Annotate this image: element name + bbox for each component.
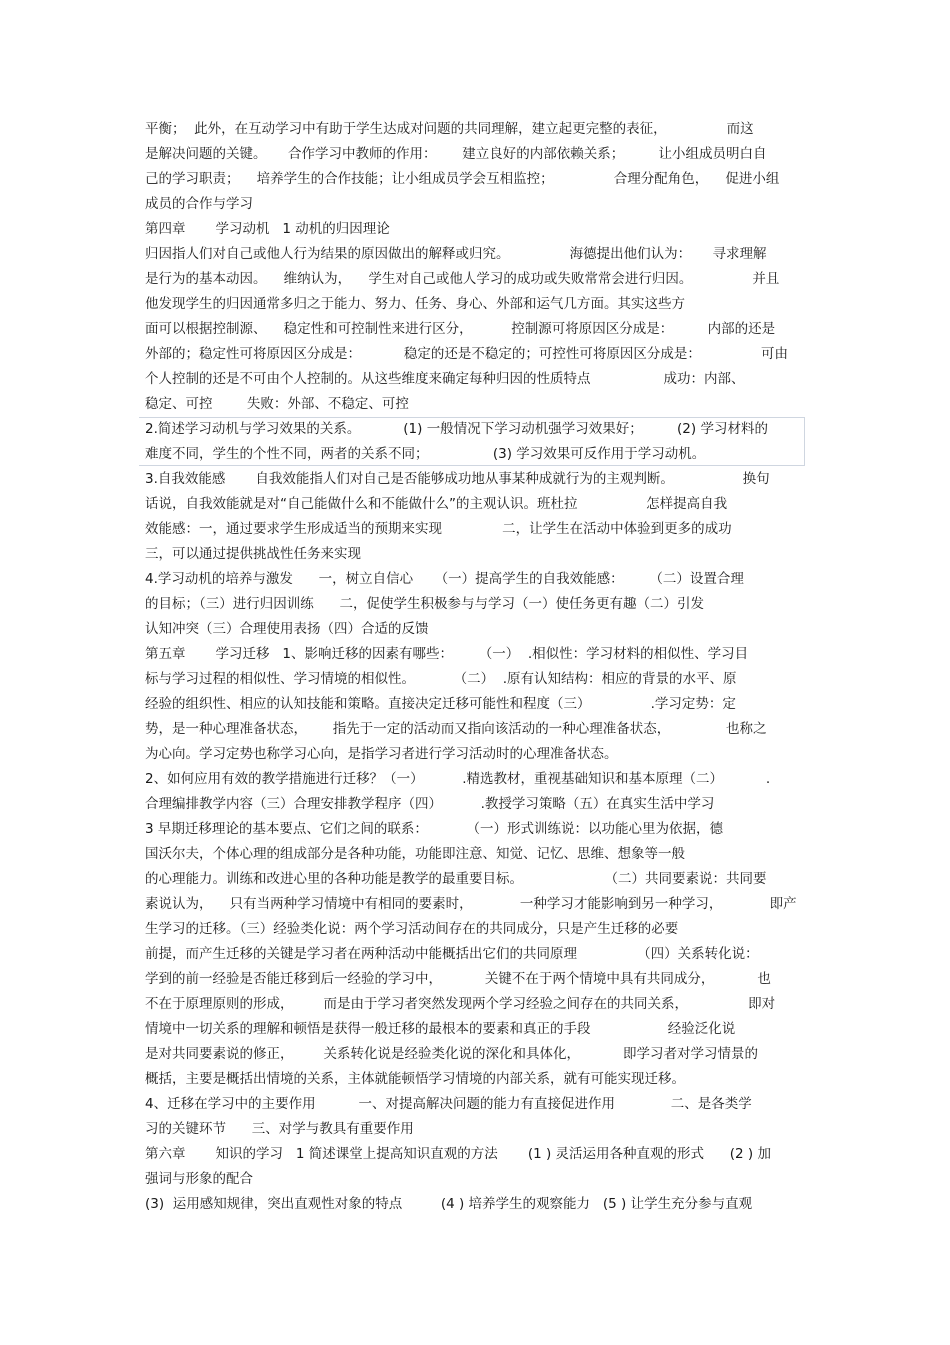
text-line: 是解决问题的关键。 合作学习中教师的作用： 建立良好的内部依赖关系； 让小组成员明白自 xyxy=(145,146,767,162)
text-line: 3.自我效能感 自我效能指人们对自己是否能够成功地从事某种成就行为的主观判断。 换句 xyxy=(145,471,770,487)
text-line: 认知冲突（三）合理使用表扬（四）合适的反馈 xyxy=(145,621,429,637)
text-line: 素说认为， 只有当两种学习情境中有相同的要素时， 一种学习才能影响到另一种学习， 即产 xyxy=(145,896,797,912)
text-line: 习的关键环节 三、对学与教具有重要作用 xyxy=(145,1121,414,1137)
text-line: 2、如何应用有效的教学措施进行迁移？（一） .精选教材，重视基础知识和基本原理（二） . xyxy=(145,771,771,787)
text-line: 2.简述学习动机与学习效果的关系。 (1) 一般情况下学习动机强学习效果好； (2) 学习材料的 xyxy=(145,421,768,437)
text-line: 不在于原理原则的形成， 而是由于学习者突然发现两个学习经验之间存在的共同关系， 即对 xyxy=(145,996,776,1012)
text-line: 第四章 学习动机 1 动机的归因理论 xyxy=(145,221,390,237)
text-line: (3) 运用感知规律，突出直观性对象的特点 (4 ) 培养学生的观察能力 (5 ) 让学生充分参与直观 xyxy=(145,1196,753,1212)
text-line: 为心向。学习定势也称学习心向，是指学习者进行学习活动时的心理准备状态。 xyxy=(145,746,618,762)
text-line: 3 早期迁移理论的基本要点、它们之间的联系： （一）形式训练说：以功能心里为依据，德 xyxy=(145,821,724,837)
text-line: 国沃尔夫，个体心理的组成部分是各种功能，功能即注意、知觉、记忆、思维、想象等一般 xyxy=(145,846,685,862)
text-line: 情境中一切关系的理解和顿悟是获得一般迁移的最根本的要素和真正的手段 经验泛化说 xyxy=(145,1021,736,1037)
text-line: 标与学习过程的相似性、学习情境的相似性。 （二） .原有认知结构：相应的背景的水平、原 xyxy=(145,671,737,687)
text-line: 合理编排教学内容（三）合理安排教学程序（四） .教授学习策略（五）在真实生活中学习 xyxy=(145,796,715,812)
text-line: 生学习的迁移。（三）经验类化说：两个学习活动间存在的共同成分，只是产生迁移的必要 xyxy=(145,921,679,937)
text-line: 经验的组织性、相应的认知技能和策略。直接决定迁移可能性和程度（三） .学习定势：定 xyxy=(145,696,736,712)
text-line: 己的学习职责； 培养学生的合作技能；让小组成员学会互相监控； 合理分配角色， 促进小组 xyxy=(145,171,780,187)
text-line: 归因指人们对自己或他人行为结果的原因做出的解释或归究。 海德提出他们认为： 寻求理解 xyxy=(145,246,767,262)
text-line: 三，可以通过提供挑战性任务来实现 xyxy=(145,546,361,562)
text-line: 他发现学生的归因通常多归之于能力、努力、任务、身心、外部和运气几方面。其实这些方 xyxy=(145,296,685,312)
text-line: 4、迁移在学习中的主要作用 一、对提高解决问题的能力有直接促进作用 二、是各类学 xyxy=(145,1096,752,1112)
text-line: 的目标；（三）进行归因训练 二，促使学生积极参与与学习（一）使任务更有趣（二）引发 xyxy=(145,596,704,612)
text-line: 是对共同要素说的修正， 关系转化说是经验类化说的深化和具体化， 即学习者对学习情景的 xyxy=(145,1046,758,1062)
text-line: 面可以根据控制源、 稳定性和可控制性来进行区分， 控制源可将原因区分成是： 内部的还是 xyxy=(145,321,776,337)
text-line: 势，是一种心理准备状态， 指先于一定的活动而又指向该活动的一种心理准备状态， 也称之 xyxy=(145,721,767,737)
text-line: 难度不同，学生的个性不同，两者的关系不同； (3) 学习效果可反作用于学习动机。 xyxy=(145,446,706,462)
text-line: 前提，而产生迁移的关键是学习者在两种活动中能概括出它们的共同原理 （四）关系转化说： xyxy=(145,946,759,962)
body-text xyxy=(145,117,810,1217)
text-line: 概括，主要是概括出情境的关系，主体就能顿悟学习情境的内部关系，就有可能实现迁移。 xyxy=(145,1071,685,1087)
text-line: 是行为的基本动因。 维纳认为， 学生对自己或他人学习的成功或失败常常会进行归因。 并且 xyxy=(145,271,780,287)
text-line: 第五章 学习迁移 1、影响迁移的因素有哪些： （一） .相似性：学习材料的相似性、学习目 xyxy=(145,646,749,662)
text-line: 强词与形象的配合 xyxy=(145,1171,253,1187)
text-line: 稳定、可控 失败：外部、不稳定、可控 xyxy=(145,396,409,412)
text-line: 成员的合作与学习 xyxy=(145,196,253,212)
text-line: 个人控制的还是不可由个人控制的。从这些维度来确定每种归因的性质特点 成功：内部、 xyxy=(145,371,745,387)
text-line: 话说，自我效能就是对“自己能做什么和不能做什么”的主观认识。班杜拉 怎样提高自我 xyxy=(145,496,728,512)
text-line: 第六章 知识的学习 1 简述课堂上提高知识直观的方法 (1 ) 灵活运用各种直观的形式 (2 ) 加 xyxy=(145,1146,771,1162)
text-line: 学到的前一经验是否能迁移到后一经验的学习中， 关键不在于两个情境中具有共同成分， 也 xyxy=(145,971,771,987)
text-line: 平衡； 此外，在互动学习中有助于学生达成对问题的共同理解，建立起更完整的表征， 而这 xyxy=(145,121,754,137)
text-line: 的心理能力。训练和改进心里的各种功能是教学的最重要目标。 （二）共同要素说：共同要 xyxy=(145,871,767,887)
text-line: 外部的；稳定性可将原因区分成是： 稳定的还是不稳定的；可控性可将原因区分成是： 可由 xyxy=(145,346,788,362)
text-line: 4.学习动机的培养与激发 一，树立自信心 （一）提高学生的自我效能感： （二）设置合理 xyxy=(145,571,744,587)
text-line: 效能感：一，通过要求学生形成适当的预期来实现 二，让学生在活动中体验到更多的成功 xyxy=(145,521,732,537)
